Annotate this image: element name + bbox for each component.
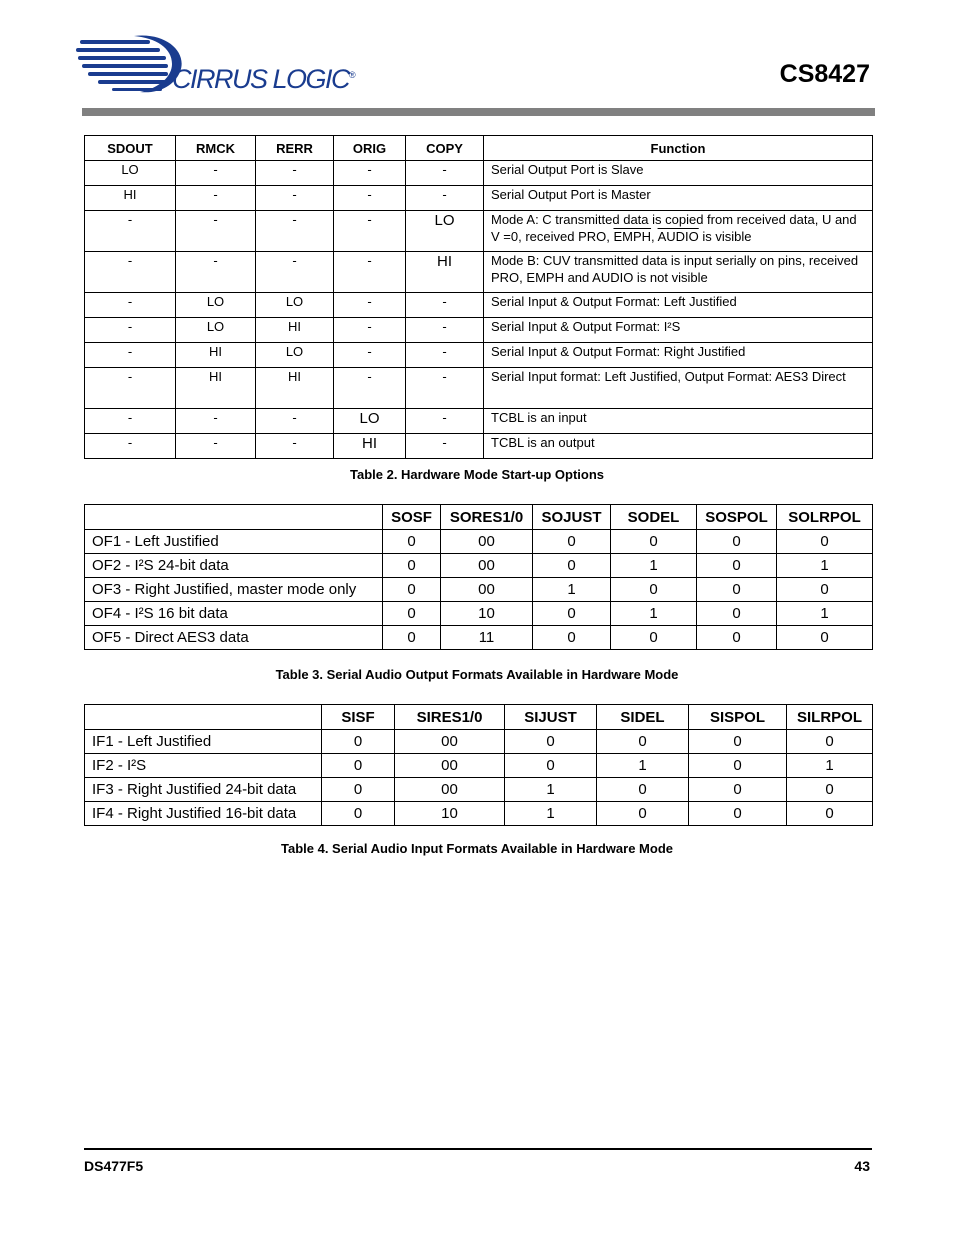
table-row (85, 602, 873, 626)
table-cell: 0 (697, 602, 777, 626)
table-header-row (85, 136, 873, 161)
table-cell: - (85, 434, 176, 459)
table-row (85, 409, 873, 434)
table-cell: 1 (505, 802, 597, 826)
table-row (85, 368, 873, 409)
table-cell: - (256, 186, 334, 211)
row-label: OF3 - Right Justified, master mode only (85, 578, 383, 602)
header-divider (82, 108, 875, 116)
table-cell: 1 (505, 778, 597, 802)
table-row (85, 293, 873, 318)
table-cell: LO (85, 161, 176, 186)
table-cell: 0 (322, 730, 395, 754)
column-header: SISPOL (689, 705, 787, 730)
table-cell: 1 (611, 554, 697, 578)
table-row (85, 778, 873, 802)
table-cell: - (85, 409, 176, 434)
table-cell: 1 (777, 602, 873, 626)
table-cell: - (334, 252, 406, 293)
footer-divider (84, 1148, 872, 1150)
function-cell: Serial Input & Output Format: Left Justified (484, 293, 873, 318)
column-header: SODEL (611, 505, 697, 530)
table-cell: - (334, 186, 406, 211)
table-cell: LO (334, 409, 406, 434)
table-cell: 0 (787, 778, 873, 802)
serial-output-formats-table (84, 504, 873, 650)
column-header: Function (484, 136, 873, 161)
table3-caption: Table 3. Serial Audio Output Formats Available in Hardware Mode (275, 667, 679, 682)
function-cell: TCBL is an output (484, 434, 873, 459)
row-label: OF1 - Left Justified (85, 530, 383, 554)
function-cell: Mode B: CUV transmitted data is input serially on pins, received PRO, EMPH and AUDIO is not visible (484, 252, 873, 293)
table-cell: 0 (689, 730, 787, 754)
table-cell: - (406, 434, 484, 459)
table-row (85, 730, 873, 754)
table-cell: 0 (505, 730, 597, 754)
document-id: DS477F5 (84, 1158, 144, 1174)
part-number: CS8427 (779, 60, 870, 88)
table-cell: HI (176, 343, 256, 368)
table-cell: - (85, 343, 176, 368)
table-cell: LO (176, 293, 256, 318)
column-header (85, 505, 383, 530)
table-cell: LO (406, 211, 484, 252)
table-cell: - (334, 343, 406, 368)
hardware-mode-startup-table (84, 135, 873, 459)
table-cell: 0 (505, 754, 597, 778)
table-header-row (85, 505, 873, 530)
column-header: SORES1/0 (441, 505, 533, 530)
table-cell: - (256, 252, 334, 293)
table-cell: 00 (441, 578, 533, 602)
table-cell: - (176, 186, 256, 211)
function-cell: Serial Output Port is Slave (484, 161, 873, 186)
table-cell: 0 (689, 802, 787, 826)
table-cell: - (406, 368, 484, 409)
table-cell: 10 (441, 602, 533, 626)
table-cell: 1 (611, 602, 697, 626)
table-cell: 1 (597, 754, 689, 778)
table-cell: - (406, 293, 484, 318)
table-cell: 0 (533, 554, 611, 578)
table-cell: - (256, 409, 334, 434)
table-cell: - (85, 293, 176, 318)
function-cell: Serial Input format: Left Justified, Output Format: AES3 Direct (484, 368, 873, 409)
table-cell: 0 (383, 602, 441, 626)
table-cell: - (334, 161, 406, 186)
table-row (85, 802, 873, 826)
table-cell: - (176, 409, 256, 434)
column-header: RERR (256, 136, 334, 161)
table-cell: - (256, 434, 334, 459)
table-cell: 0 (697, 626, 777, 650)
table-cell: - (406, 186, 484, 211)
row-label: IF2 - I²S (85, 754, 322, 778)
table-cell: LO (256, 293, 334, 318)
table-cell: 0 (383, 530, 441, 554)
column-header: SOSF (383, 505, 441, 530)
table-cell: HI (85, 186, 176, 211)
table-cell: HI (406, 252, 484, 293)
table-cell: 1 (787, 754, 873, 778)
table-cell: 0 (383, 578, 441, 602)
table-cell: LO (256, 343, 334, 368)
serial-input-formats-table (84, 704, 873, 826)
table-cell: - (85, 318, 176, 343)
row-label: OF2 - I²S 24-bit data (85, 554, 383, 578)
table-cell: - (85, 252, 176, 293)
table-cell: 00 (395, 778, 505, 802)
table-cell: 11 (441, 626, 533, 650)
column-header: SOJUST (533, 505, 611, 530)
row-label: OF4 - I²S 16 bit data (85, 602, 383, 626)
table-cell: 00 (441, 530, 533, 554)
logo-text: CIRRUS LOGIC® (172, 64, 356, 94)
row-label: IF4 - Right Justified 16-bit data (85, 802, 322, 826)
table-row (85, 161, 873, 186)
function-cell: Mode A: C transmitted data is copied from received data, U and V =0, received PRO, EMPH, AUDIO is visible (484, 211, 873, 252)
column-header: SOSPOL (697, 505, 777, 530)
table-cell: 0 (611, 578, 697, 602)
table-cell: - (334, 368, 406, 409)
table-cell: HI (256, 368, 334, 409)
column-header: SDOUT (85, 136, 176, 161)
table-row (85, 211, 873, 252)
table-cell: - (334, 293, 406, 318)
table-cell: - (176, 252, 256, 293)
table-row (85, 343, 873, 368)
function-cell: Serial Output Port is Master (484, 186, 873, 211)
table-header-row (85, 705, 873, 730)
table-cell: LO (176, 318, 256, 343)
table-cell: - (256, 161, 334, 186)
table-row (85, 434, 873, 459)
table-cell: 0 (777, 530, 873, 554)
table-cell: 00 (441, 554, 533, 578)
table-cell: 0 (533, 626, 611, 650)
table-cell: 0 (533, 602, 611, 626)
table-cell: 0 (322, 802, 395, 826)
column-header: COPY (406, 136, 484, 161)
row-label: OF5 - Direct AES3 data (85, 626, 383, 650)
column-header: SOLRPOL (777, 505, 873, 530)
column-header: ORIG (334, 136, 406, 161)
table-row (85, 186, 873, 211)
table-cell: - (176, 211, 256, 252)
table-cell: 0 (383, 626, 441, 650)
table4-caption: Table 4. Serial Audio Input Formats Available in Hardware Mode (280, 841, 673, 856)
table-cell: 1 (533, 578, 611, 602)
table-cell: - (406, 409, 484, 434)
column-header: SIDEL (597, 705, 689, 730)
table-cell: 0 (597, 730, 689, 754)
table-cell: - (406, 343, 484, 368)
table-cell: 0 (322, 754, 395, 778)
table-cell: - (85, 211, 176, 252)
table-cell: - (334, 211, 406, 252)
table-cell: 0 (611, 530, 697, 554)
table-cell: 0 (787, 802, 873, 826)
table-row (85, 578, 873, 602)
column-header: RMCK (176, 136, 256, 161)
column-header: SISF (322, 705, 395, 730)
table-row (85, 554, 873, 578)
function-cell: TCBL is an input (484, 409, 873, 434)
column-header: SIJUST (505, 705, 597, 730)
table-cell: 0 (689, 754, 787, 778)
column-header (85, 705, 322, 730)
function-cell: Serial Input & Output Format: I²S (484, 318, 873, 343)
table-cell: 1 (777, 554, 873, 578)
table-cell: HI (256, 318, 334, 343)
table-row (85, 252, 873, 293)
table-row (85, 318, 873, 343)
table-row (85, 530, 873, 554)
table-cell: - (406, 161, 484, 186)
table-cell: 0 (697, 530, 777, 554)
table-cell: - (85, 368, 176, 409)
function-cell: Serial Input & Output Format: Right Justified (484, 343, 873, 368)
table-cell: 0 (597, 778, 689, 802)
page-number: 43 (854, 1158, 870, 1174)
table2-caption: Table 2. Hardware Mode Start-up Options (349, 467, 604, 482)
table-cell: 0 (597, 802, 689, 826)
table-cell: 00 (395, 754, 505, 778)
table-cell: - (256, 211, 334, 252)
table-cell: HI (334, 434, 406, 459)
table-cell: 0 (777, 578, 873, 602)
column-header: SIRES1/0 (395, 705, 505, 730)
table-cell: 0 (611, 626, 697, 650)
table-row (85, 754, 873, 778)
column-header: SILRPOL (787, 705, 873, 730)
table-cell: - (406, 318, 484, 343)
row-label: IF1 - Left Justified (85, 730, 322, 754)
row-label: IF3 - Right Justified 24-bit data (85, 778, 322, 802)
table-cell: - (176, 161, 256, 186)
table-cell: - (176, 434, 256, 459)
table-cell: 0 (383, 554, 441, 578)
table-cell: 0 (787, 730, 873, 754)
table-cell: 0 (533, 530, 611, 554)
table-cell: - (334, 318, 406, 343)
table-cell: HI (176, 368, 256, 409)
table-row (85, 626, 873, 650)
table-cell: 10 (395, 802, 505, 826)
table-cell: 0 (697, 554, 777, 578)
table-cell: 0 (322, 778, 395, 802)
table-cell: 0 (777, 626, 873, 650)
table-cell: 0 (697, 578, 777, 602)
table-cell: 00 (395, 730, 505, 754)
table-cell: 0 (689, 778, 787, 802)
